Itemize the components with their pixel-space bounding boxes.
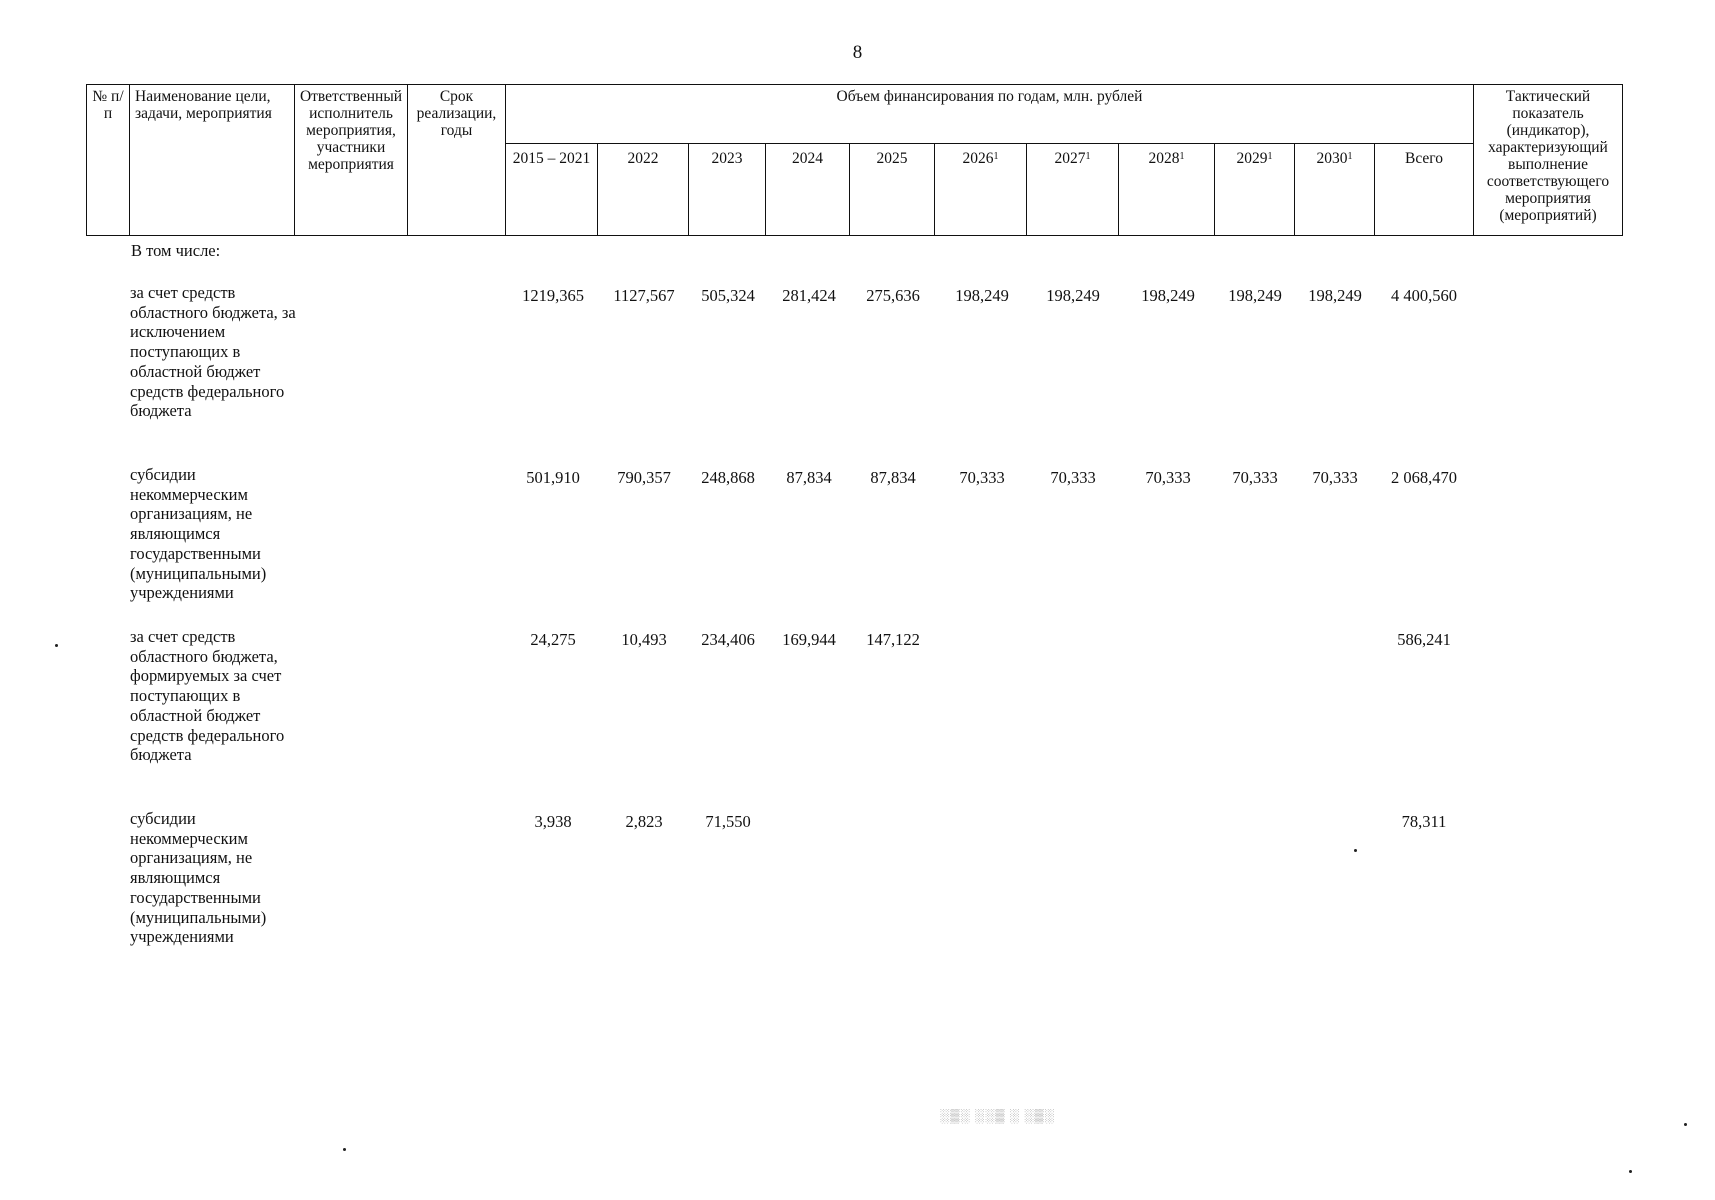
value-cell: 70,333 <box>959 468 1005 487</box>
footnote-mark: 1 <box>1267 151 1273 162</box>
value-cell: 3,938 <box>534 812 572 831</box>
value-cell: 275,636 <box>866 286 920 305</box>
block-label: за счет средств областного бюджета, формируемых за счет поступающих в областной бюджет средств федерального бюджета <box>130 627 285 765</box>
value-cell: 198,249 <box>1141 286 1195 305</box>
value-cell: 198,249 <box>1046 286 1100 305</box>
footnote-mark: 1 <box>1179 151 1185 162</box>
scan-smudge: ░▒░ ░░▒ ░ ░▒░ <box>940 1108 1055 1123</box>
value-cell: 790,357 <box>617 468 671 487</box>
year-header: 2022 <box>598 144 689 236</box>
value-cell: 1219,365 <box>522 286 584 305</box>
value-cell: 169,944 <box>782 630 836 649</box>
year-header: 2027$^1$ <box>1027 144 1119 236</box>
scan-dot <box>55 644 58 647</box>
header-name: Наименование цели, задачи, мероприятия <box>130 85 295 236</box>
value-cell: 70,333 <box>1312 468 1358 487</box>
scan-dot <box>1684 1123 1687 1126</box>
value-cell: 70,333 <box>1145 468 1191 487</box>
value-cell: 234,406 <box>701 630 755 649</box>
value-cell: 248,868 <box>701 468 755 487</box>
subtitle: В том числе: <box>131 241 221 260</box>
value-cell: 4 400,560 <box>1391 286 1457 305</box>
value-cell: 70,333 <box>1050 468 1096 487</box>
value-cell: 505,324 <box>701 286 755 305</box>
header-responsible: Ответственный исполнитель мероприятия, участники мероприятия <box>295 85 408 236</box>
scan-dot <box>1354 849 1357 852</box>
value-cell: 24,275 <box>530 630 576 649</box>
value-cell: 198,249 <box>1308 286 1362 305</box>
header-num: № п/п <box>87 85 130 236</box>
value-cell: 78,311 <box>1401 812 1447 831</box>
value-cell: 281,424 <box>782 286 836 305</box>
year-header: 2028$^1$ <box>1119 144 1215 236</box>
year-header: Всего <box>1375 144 1474 236</box>
header-indicator: Тактический показатель (индикатор), характеризующий выполнение соответствующего мероприятия (мероприятий) <box>1474 85 1623 236</box>
year-header: 2029$^1$ <box>1215 144 1295 236</box>
year-header: 2023 <box>689 144 766 236</box>
value-cell: 198,249 <box>1228 286 1282 305</box>
block-label: за счет средств областного бюджета, за исключением поступающих в областной бюджет средств федерального бюджета <box>130 283 296 421</box>
year-header: 2025 <box>850 144 935 236</box>
value-cell: 147,122 <box>866 630 920 649</box>
value-cell: 87,834 <box>786 468 832 487</box>
value-cell: 1127,567 <box>613 286 675 305</box>
year-header: 2030$^1$ <box>1295 144 1375 236</box>
value-cell: 2,823 <box>625 812 663 831</box>
block-label: субсидии некоммерческим организациям, не являющимся государственными (муниципальными) учреждениями <box>130 809 267 947</box>
value-cell: 10,493 <box>621 630 667 649</box>
year-header: 2024 <box>766 144 850 236</box>
value-cell: 501,910 <box>526 468 580 487</box>
footnote-mark: 1 <box>1347 151 1353 162</box>
header-term: Срок реализации, годы <box>408 85 506 236</box>
block-label: субсидии некоммерческим организациям, не являющимся государственными (муниципальными) учреждениями <box>130 465 267 603</box>
value-cell: 198,249 <box>955 286 1009 305</box>
year-header: 2026$^1$ <box>935 144 1027 236</box>
value-cell: 87,834 <box>870 468 916 487</box>
value-cell: 586,241 <box>1397 630 1451 649</box>
value-cell: 2 068,470 <box>1391 468 1457 487</box>
value-cell: 70,333 <box>1232 468 1278 487</box>
scan-dot <box>343 1148 346 1151</box>
year-header: 2015 – 2021 <box>506 144 598 236</box>
value-cell: 71,550 <box>705 812 751 831</box>
footnote-mark: 1 <box>1085 151 1091 162</box>
header-table <box>86 84 1623 236</box>
scan-dot <box>1629 1170 1632 1173</box>
header-financing: Объем финансирования по годам, млн. рублей <box>506 85 1474 144</box>
footnote-mark: 1 <box>993 151 999 162</box>
page-number: 8 <box>852 42 863 63</box>
